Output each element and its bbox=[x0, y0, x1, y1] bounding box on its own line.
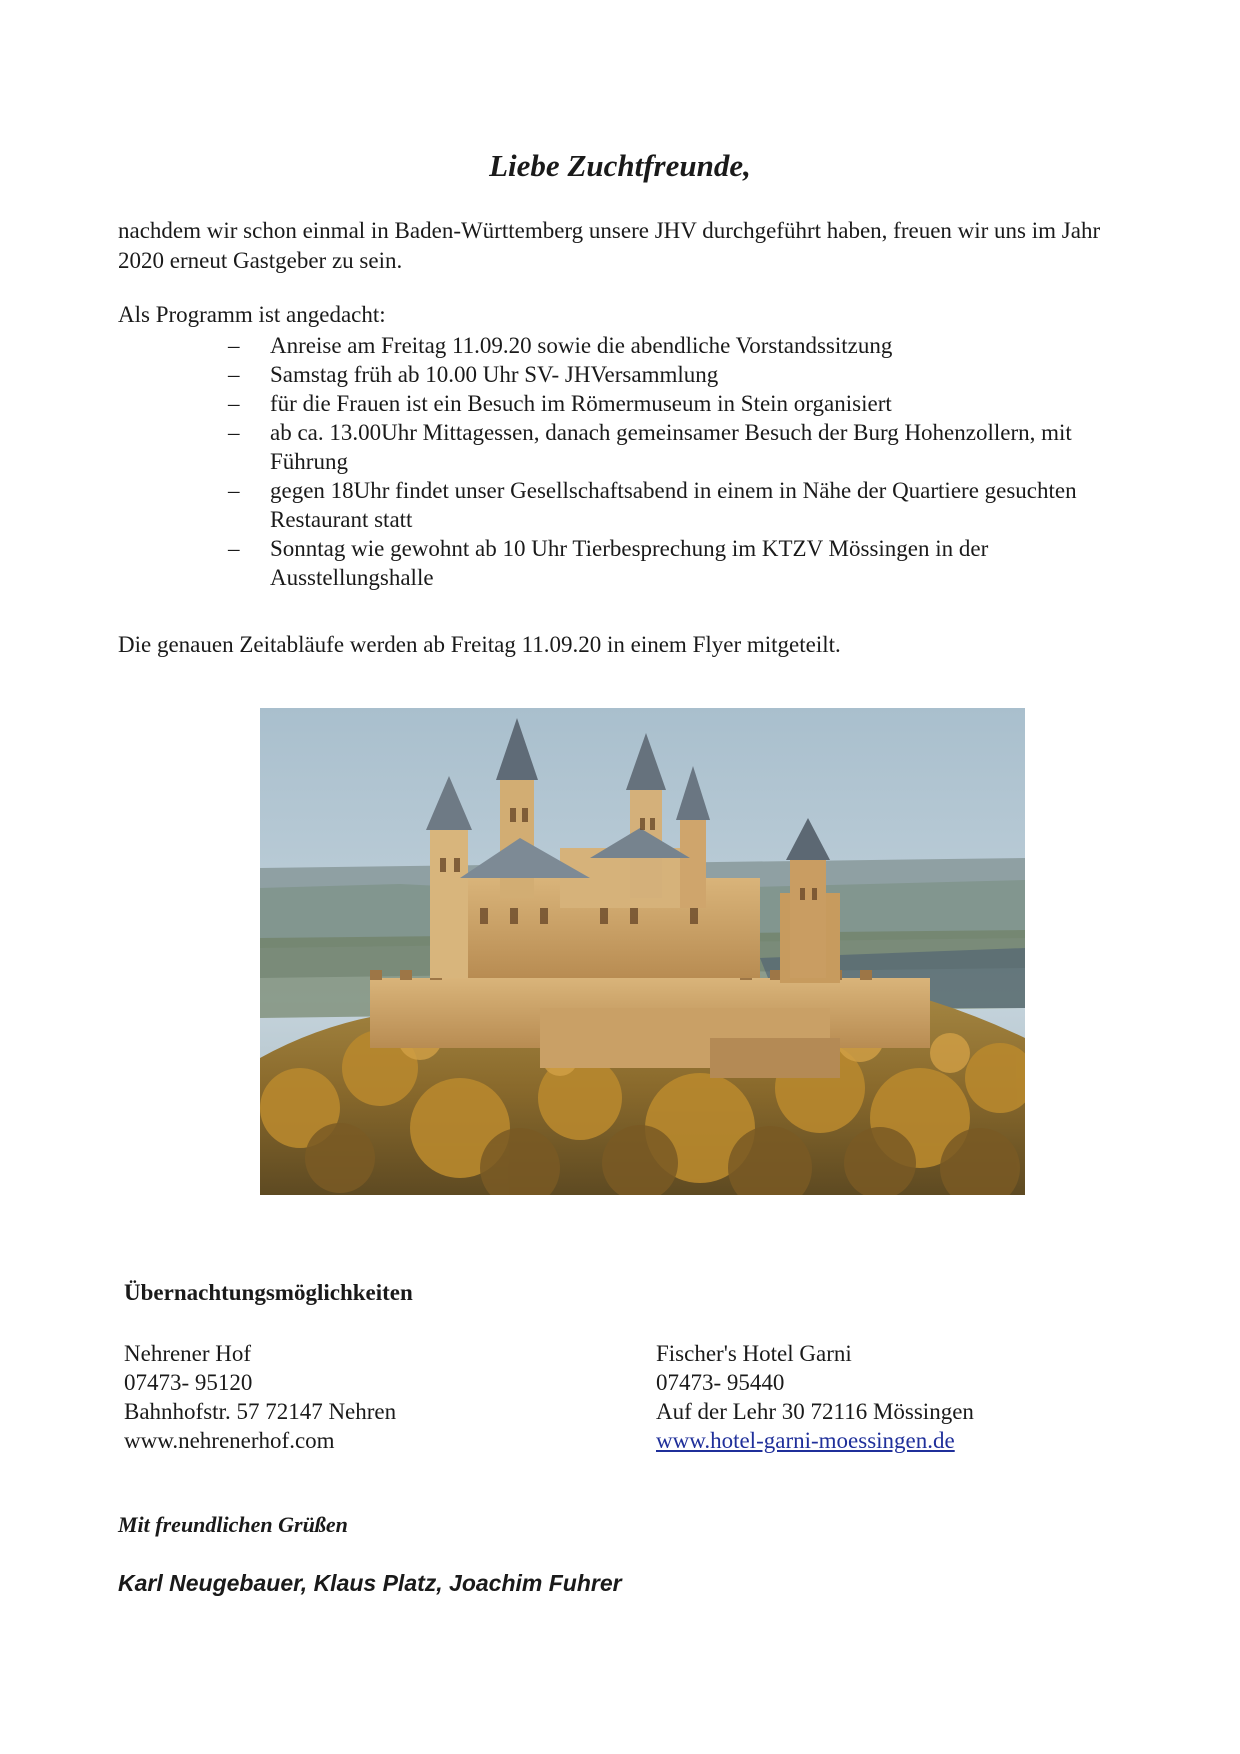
bullet-dash: – bbox=[228, 333, 240, 358]
program-item bbox=[228, 476, 1128, 534]
closing-greeting: Mit freundlichen Grüßen bbox=[118, 1512, 348, 1537]
program-item-text: Samstag früh ab 10.00 Uhr SV- JHVersammlung bbox=[270, 362, 719, 387]
bullet-dash: – bbox=[228, 391, 240, 416]
hotel-address: Auf der Lehr 30 72116 Mössingen bbox=[656, 1399, 974, 1424]
hotel-website-link[interactable]: www.hotel-garni-moessingen.de bbox=[656, 1428, 955, 1453]
program-label: Als Programm ist angedacht: bbox=[118, 302, 386, 327]
hotel-phone: 07473- 95440 bbox=[656, 1370, 785, 1395]
hotel-phone: 07473- 95120 bbox=[124, 1370, 253, 1395]
program-item-text: für die Frauen ist ein Besuch im Römermuseum in Stein organisiert bbox=[270, 391, 892, 416]
program-item-text: Sonntag wie gewohnt ab 10 Uhr Tierbesprechung im KTZV Mössingen in der Ausstellungshalle bbox=[270, 536, 989, 590]
program-item bbox=[228, 534, 1128, 592]
castle-illustration bbox=[260, 708, 1025, 1195]
letter-greeting: Liebe Zuchtfreunde, bbox=[489, 148, 751, 183]
hotel-address: Bahnhofstr. 57 72147 Nehren bbox=[124, 1399, 397, 1424]
intro-paragraph: nachdem wir schon einmal in Baden-Württemberg unsere JHV durchgeführt haben, freuen wir uns im Jahr 2020 erneut Gastgeber zu sein. bbox=[118, 218, 1101, 273]
hotel-card bbox=[124, 1339, 396, 1455]
program-item-text: Anreise am Freitag 11.09.20 sowie die abendliche Vorstandssitzung bbox=[270, 333, 893, 358]
bullet-dash: – bbox=[228, 420, 240, 445]
bullet-dash: – bbox=[228, 478, 240, 503]
bullet-dash: – bbox=[228, 362, 240, 387]
hotel-card bbox=[656, 1339, 974, 1455]
lodging-title: Übernachtungsmöglichkeiten bbox=[124, 1280, 413, 1305]
hotel-website: www.nehrenerhof.com bbox=[124, 1428, 335, 1453]
hotel-name: Nehrener Hof bbox=[124, 1341, 252, 1366]
program-item bbox=[228, 418, 1128, 476]
program-item bbox=[228, 331, 1128, 360]
hotel-name: Fischer's Hotel Garni bbox=[656, 1341, 852, 1366]
program-item bbox=[228, 389, 1128, 418]
bullet-dash: – bbox=[228, 536, 240, 561]
program-list bbox=[228, 331, 1128, 592]
program-item bbox=[228, 360, 1128, 389]
program-item-text: ab ca. 13.00Uhr Mittagessen, danach gemeinsamer Besuch der Burg Hohenzollern, mit Führung bbox=[270, 420, 1072, 474]
program-item-text: gegen 18Uhr findet unser Gesellschaftsabend in einem in Nähe der Quartiere gesuchten Restaurant statt bbox=[270, 478, 1077, 532]
signature: Karl Neugebauer, Klaus Platz, Joachim Fuhrer bbox=[118, 1570, 622, 1596]
outro-paragraph: Die genauen Zeitabläufe werden ab Freitag 11.09.20 in einem Flyer mitgeteilt. bbox=[118, 632, 841, 657]
castle-photo bbox=[260, 708, 1025, 1195]
